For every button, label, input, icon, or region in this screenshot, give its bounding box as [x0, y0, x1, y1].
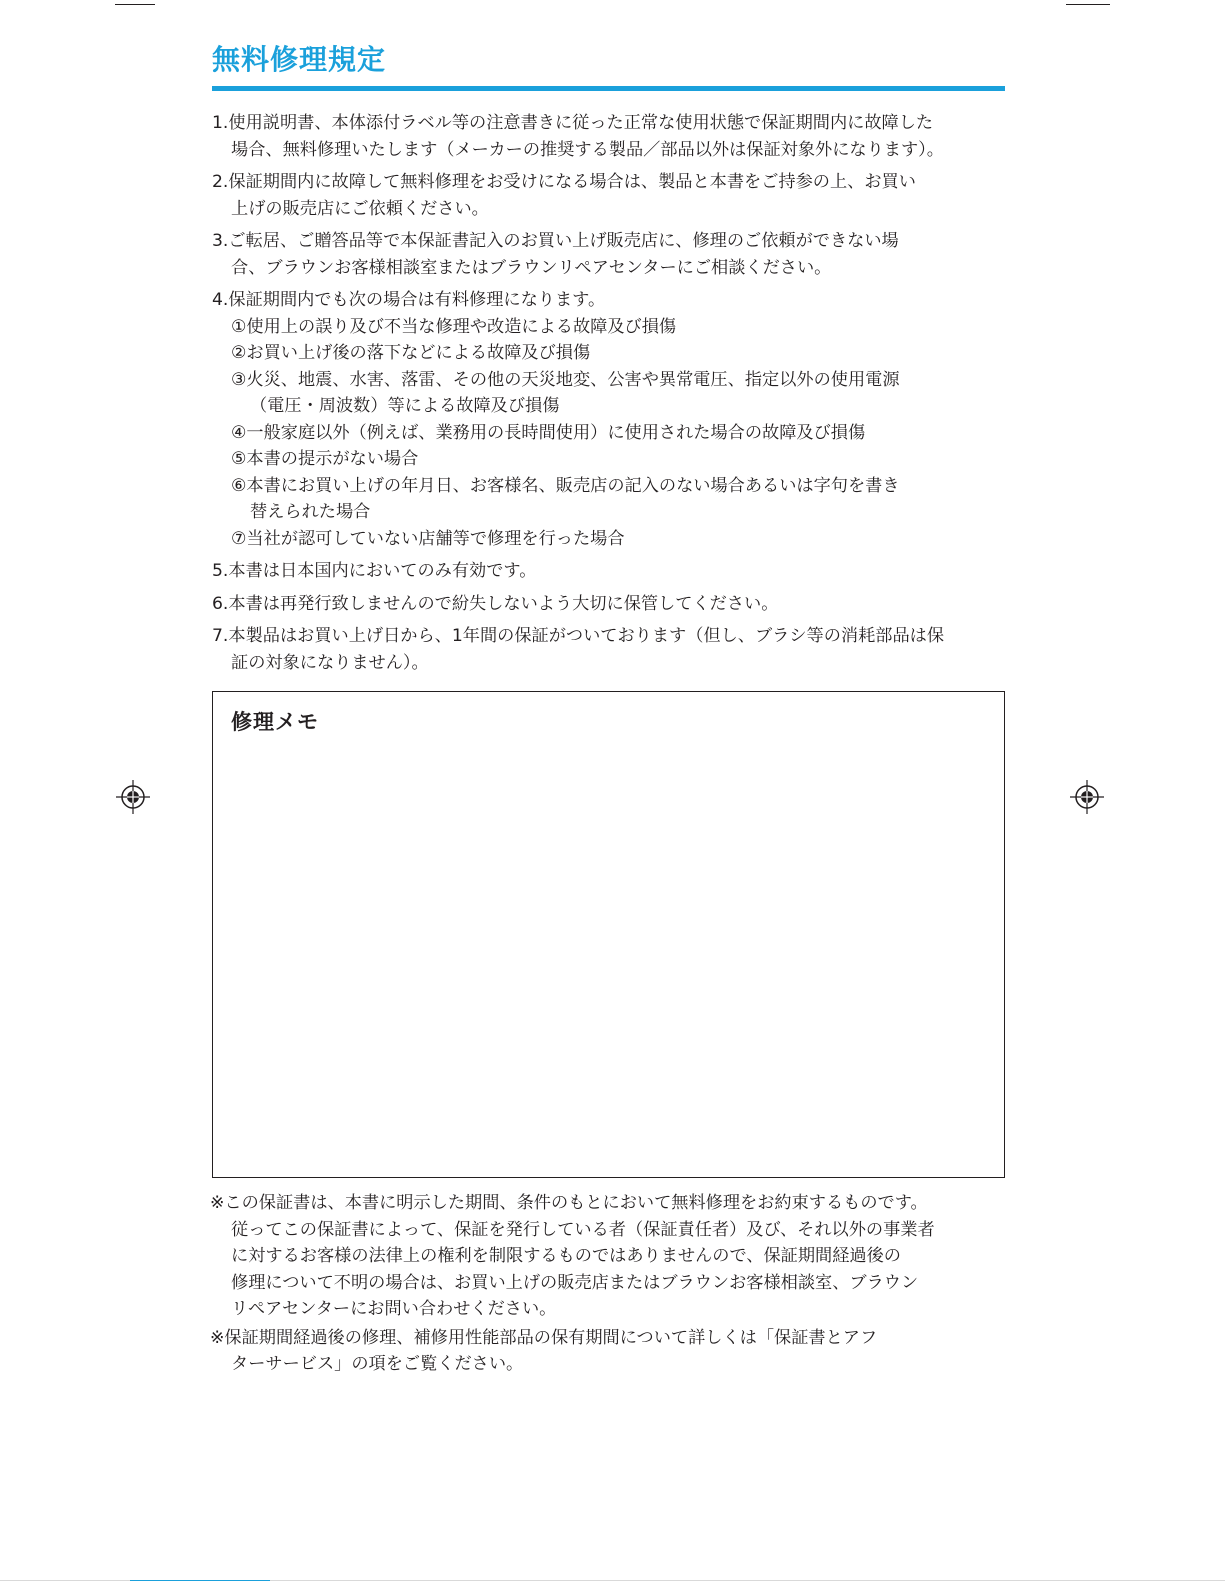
- note-item-2: ※保証期間経過後の修理、補修用性能部品の保有期間について詳しくは「保証書とアフ ターサービス」の項をご覧ください。: [210, 1327, 878, 1374]
- rule-item-2: 2.保証期間内に故障して無料修理をお受けになる場合は、製品と本書をご持参の上、お買い 上げの販売店にご依頼ください。: [212, 172, 916, 219]
- registration-mark-left-icon: [116, 780, 150, 814]
- condition-item-5: ⑤本書の提示がない場合: [231, 449, 419, 469]
- condition-item-6: ⑥本書にお買い上げの年月日、お客様名、販売店の記入のない場合あるいは字句を書き 替えられた場合: [231, 475, 900, 522]
- condition-item-2: ②お買い上げ後の落下などによる故障及び損傷: [231, 343, 591, 363]
- paid-repair-conditions-list: [212, 314, 1007, 553]
- repair-memo-box: [212, 691, 1005, 1178]
- crop-mark-bottom-accent: [130, 1580, 270, 1581]
- condition-item-3: ③火災、地震、水害、落雷、その他の天災地変、公害や異常電圧、指定以外の使用電源 （電圧・周波数）等による故障及び損傷: [231, 369, 900, 416]
- rule-item-7: 7.本製品はお買い上げ日から、1年間の保証がついております（但し、ブラシ等の消耗部品は保 証の対象になりません）。: [212, 626, 945, 673]
- note-item-1: ※この保証書は、本書に明示した期間、条件のもとにおいて無料修理をお約束するものです。 従ってこの保証書によって、保証を発行している者（保証責任者）及び、それ以外の事業者 に対するお客様の法律上の権利を制限するものではありませんので、保証期間経過後の 修理について不明の場合は、お買い上げの販売店またはブラウンお客様相談室、ブラウン リペアセンターにお問い合わせください。: [210, 1193, 935, 1319]
- rule-item-4: 4.保証期間内でも次の場合は有料修理になります。: [212, 290, 606, 310]
- crop-mark-top-right: [1066, 4, 1110, 5]
- condition-item-7: ⑦当社が認可していない店舗等で修理を行った場合: [231, 528, 625, 549]
- warranty-notes: [210, 1190, 1010, 1380]
- page-title: 無料修理規定: [212, 43, 387, 76]
- condition-item-1: ①使用上の誤り及び不当な修理や改造による故障及び損傷: [231, 316, 677, 337]
- title-underline: [212, 86, 1005, 91]
- repair-memo-title: 修理メモ: [231, 710, 319, 734]
- condition-item-4: ④一般家庭以外（例えば、業務用の長時間使用）に使用された場合の故障及び損傷: [231, 422, 866, 443]
- crop-mark-top-left: [115, 4, 155, 5]
- rule-item-5: 5.本書は日本国内においてのみ有効です。: [212, 561, 537, 581]
- rule-item-6: 6.本書は再発行致しませんので紛失しないよう大切に保管してください。: [212, 593, 779, 614]
- rule-item-3: 3.ご転居、ご贈答品等で本保証書記入のお買い上げ販売店に、修理のご依頼ができない場 合、ブラウンお客様相談室またはブラウンリペアセンターにご相談ください。: [212, 231, 899, 278]
- registration-mark-right-icon: [1070, 780, 1104, 814]
- rule-item-1: 1.使用説明書、本体添付ラベル等の注意書きに従った正常な使用状態で保証期間内に故障した 場合、無料修理いたします（メーカーの推奨する製品／部品以外は保証対象外になります）。: [212, 113, 944, 160]
- repair-rules-list: [212, 110, 1007, 682]
